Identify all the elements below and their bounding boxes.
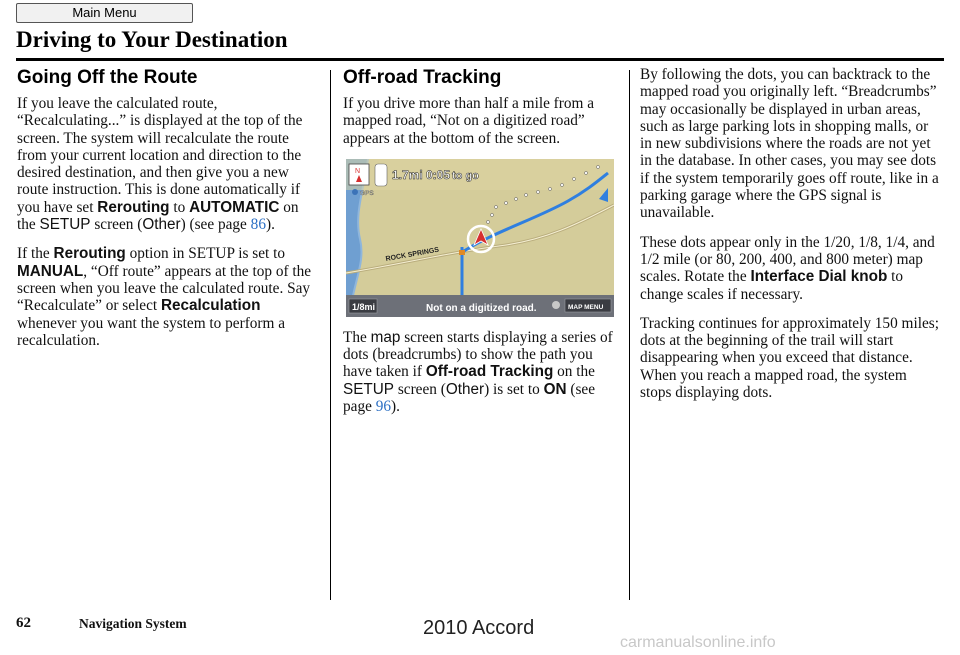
footer-book-name: Navigation System (79, 616, 187, 631)
title-rule (16, 58, 944, 61)
map-time: 0:05 (426, 167, 451, 182)
paragraph-backtrack: By following the dots, you can backtrack to the mapped road you originally left. “Breadcrumbs” may occasionally be displayed in urban areas, such as large parking lots in shopping malls, or in new subdivisions where the roads are not yet in the database. In other cases, you may see dots if the system temporarily goes off route, like in a parking garage where the GPS signal is unavailable. (640, 66, 939, 222)
map-to-go: to go (452, 169, 479, 182)
watermark-site: carmanualsonline.info (620, 634, 776, 651)
footer-model-label: 2010 Accord (423, 617, 535, 639)
column-off-road-tracking (343, 66, 618, 427)
paragraph-recalculating: If you leave the calculated route, “Recalculating...” is displayed at the top of the screen. The system will recalculate the route from your current location and direction to the desired destination, and then give you a new route instruction. This is done automatically if you have set Rerouting to AUTOMATIC on the SETUP screen (Other) (see page 86). (17, 95, 303, 234)
main-menu-button[interactable]: Main Menu (16, 3, 193, 23)
map-gps-label: GPS (360, 189, 374, 197)
paragraph-not-digitized: If you drive more than half a mile from a mapped road, “Not on a digitized road” appears at the bottom of the screen. (343, 95, 595, 147)
heading-off-road-tracking: Off-road Tracking (343, 67, 502, 88)
map-north-label: N (355, 167, 361, 175)
footer-page-number: 62 (16, 615, 31, 631)
page-96-link[interactable]: 96 (375, 398, 391, 416)
destination-flag-icon (375, 164, 387, 186)
map-street-label: ROCK SPRINGS (385, 246, 440, 263)
paragraph-map-scales: These dots appear only in the 1/20, 1/8, 1/4, and 1/2 mile (or 80, 200, 400, and 800 meter) map scales. Rotate the Interface Dial knob to change scales if necessary. (640, 233, 935, 303)
map-distance: 1.7mi (392, 167, 423, 182)
map-menu-label: MAP MENU (568, 303, 604, 311)
paragraph-breadcrumbs: The map screen starts displaying a series of dots (breadcrumbs) to show the path you have taken if Off-road Tracking on the SETUP screen (Other) is set to ON (see page 96). (343, 328, 613, 416)
paragraph-manual-rerouting: If the Rerouting option in SETUP is set to MANUAL, “Off route” appears at the top of the screen when you leave the calculated route. Say “Recalculate” or select Recalculation whenever you want the system to perform a recalculation. (17, 245, 312, 349)
navigation-map-screenshot (346, 159, 614, 317)
voice-icon (552, 301, 560, 309)
heading-going-off-route: Going Off the Route (17, 67, 198, 88)
map-status: Not on a digitized road. (426, 302, 537, 314)
map-scale: 1/8mi (352, 301, 376, 312)
page-86-link[interactable]: 86 (250, 216, 266, 234)
column-divider-2 (629, 70, 630, 600)
column-going-off-route (17, 66, 319, 361)
page-title: Driving to Your Destination (16, 27, 288, 52)
paragraph-tracking-distance: Tracking continues for approximately 150 miles; dots at the beginning of the trail will start disappearing when you exceed that distance. When you reach a mapped road, the system stops displaying dots. (640, 314, 939, 402)
column-divider-1 (330, 70, 331, 600)
column-backtrack (640, 66, 940, 413)
gps-icon (352, 189, 358, 195)
